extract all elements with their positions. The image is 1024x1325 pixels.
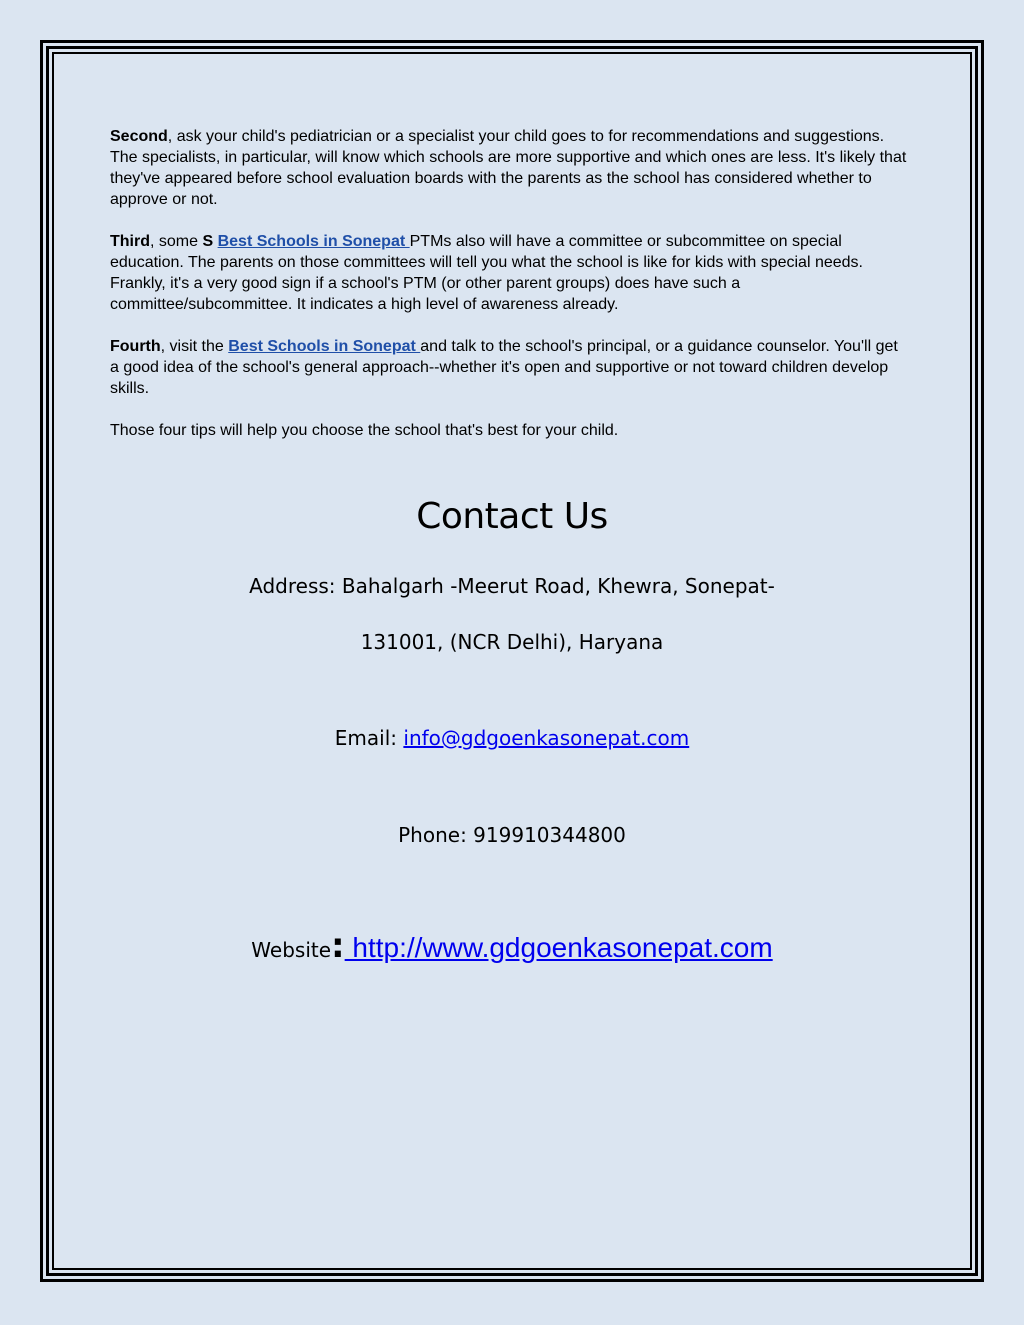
paragraph-third-pre: , some	[150, 233, 203, 250]
best-schools-link-1[interactable]: Best Schools in Sonepat	[217, 233, 410, 250]
lead-second: Second	[110, 128, 168, 145]
email-link[interactable]: info@gdgoenkasonepat.com	[403, 726, 690, 750]
best-schools-link-2[interactable]: Best Schools in Sonepat	[228, 338, 421, 355]
paragraph-fourth-text: and talk to the school's principal, or a guidance counselor. You'll get a good idea of the school's general approach--whether it's open and supportive or not toward children develop skills.	[110, 338, 898, 397]
paragraph-fourth	[110, 336, 910, 399]
website-label: Website	[251, 938, 332, 962]
paragraph-closing: Those four tips will help you choose the school that's best for your child.	[110, 422, 619, 439]
phone-row: Phone: 919910344800	[398, 823, 626, 847]
address-line-1: Address: Bahalgarh -Meerut Road, Khewra, Sonepat-	[249, 574, 775, 598]
website-link[interactable]: http://www.gdgoenkasonepat.com	[344, 932, 773, 963]
email-label: Email:	[334, 726, 404, 750]
paragraph-second	[110, 126, 910, 210]
website-row	[52, 926, 972, 966]
address-line-2: 131001, (NCR Delhi), Haryana	[360, 630, 664, 654]
paragraph-third-text: PTMs also will have a committee or subcommittee on special education. The parents on those committees will tell you what the school is like for kids with special needs. Frankly, it's a very good sign if a school's PTM (or other parent groups) does have such a committee/subcommittee. It indicates a high level of awareness already.	[110, 233, 863, 313]
paragraph-third	[110, 231, 910, 315]
lead-fourth: Fourth	[110, 338, 161, 355]
email-row	[52, 726, 972, 750]
website-colon: :	[331, 926, 345, 966]
paragraph-second-text: , ask your child's pediatrician or a specialist your child goes to for recommendations and suggestions. The specialists, in particular, will know which schools are more supportive and which ones are less. It's likely that they've appeared before school evaluation boards with the parents as the school has considered whether to approve or not.	[110, 128, 907, 208]
letter-s: S	[202, 233, 214, 250]
paragraph-fourth-pre: , visit the	[160, 338, 229, 355]
article-body	[110, 126, 910, 462]
lead-third: Third	[110, 233, 150, 250]
contact-heading: Contact Us	[416, 496, 608, 537]
